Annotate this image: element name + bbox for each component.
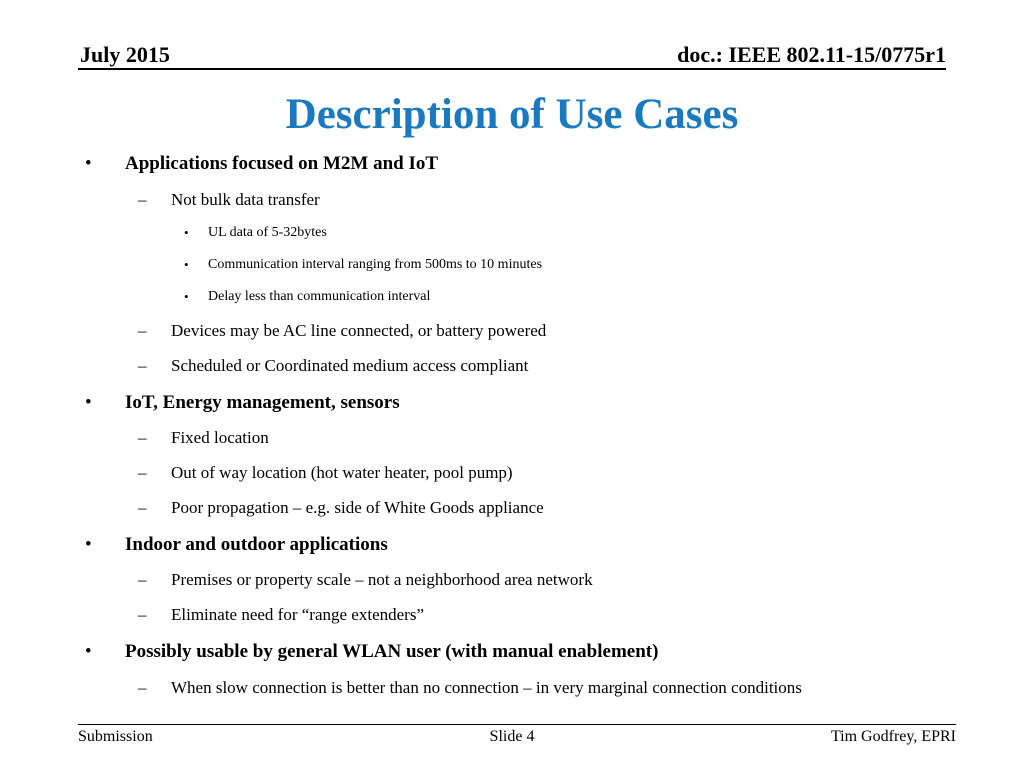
bullet-marker: • xyxy=(184,225,189,240)
footer-rule xyxy=(78,724,956,725)
footer-submission: Submission xyxy=(78,728,153,745)
bullet-marker: – xyxy=(138,605,147,624)
slide-title: Description of Use Cases xyxy=(285,91,739,138)
bullet-text: Eliminate need for “range extenders” xyxy=(171,605,424,624)
bullet-text: Indoor and outdoor applications xyxy=(125,534,388,555)
bullet-text: Out of way location (hot water heater, pool pump) xyxy=(171,463,513,482)
bullet-marker: – xyxy=(138,428,147,447)
bullet-text: Scheduled or Coordinated medium access compliant xyxy=(171,356,529,375)
bullet-marker: • xyxy=(85,153,92,174)
bullet-text: Fixed location xyxy=(171,428,269,447)
footer-author: Tim Godfrey, EPRI xyxy=(830,728,956,745)
bullet-text: Communication interval ranging from 500ms to 10 minutes xyxy=(208,257,543,272)
bullet-text: UL data of 5-32bytes xyxy=(208,225,327,240)
bullet-marker: – xyxy=(138,321,147,340)
bullet-marker: – xyxy=(138,498,147,517)
header-doc-id: doc.: IEEE 802.11-15/0775r1 xyxy=(677,42,946,67)
footer-slide-number: Slide 4 xyxy=(489,728,535,745)
bullet-text: Not bulk data transfer xyxy=(171,190,320,209)
bullet-marker: – xyxy=(138,570,147,589)
bullet-marker: – xyxy=(138,356,147,375)
bullet-text: Delay less than communication interval xyxy=(208,289,431,304)
bullet-marker: – xyxy=(138,678,147,697)
bullet-marker: • xyxy=(184,257,189,272)
bullet-marker: • xyxy=(184,289,189,304)
bullet-text: When slow connection is better than no connection – in very marginal connection conditions xyxy=(171,678,802,697)
bullet-text: Premises or property scale – not a neighborhood area network xyxy=(171,570,593,589)
header-date: July 2015 xyxy=(80,42,170,67)
bullet-text: Devices may be AC line connected, or battery powered xyxy=(171,321,547,340)
bullet-marker: • xyxy=(85,534,92,555)
bullet-marker: • xyxy=(85,392,92,413)
bullet-text: Poor propagation – e.g. side of White Goods appliance xyxy=(171,498,544,517)
bullet-marker: – xyxy=(138,463,147,482)
bullet-marker: • xyxy=(85,641,92,662)
bullet-text: IoT, Energy management, sensors xyxy=(125,392,400,413)
bullet-text: Possibly usable by general WLAN user (with manual enablement) xyxy=(125,641,659,662)
bullet-text: Applications focused on M2M and IoT xyxy=(125,153,439,174)
bullet-marker: – xyxy=(138,190,147,209)
